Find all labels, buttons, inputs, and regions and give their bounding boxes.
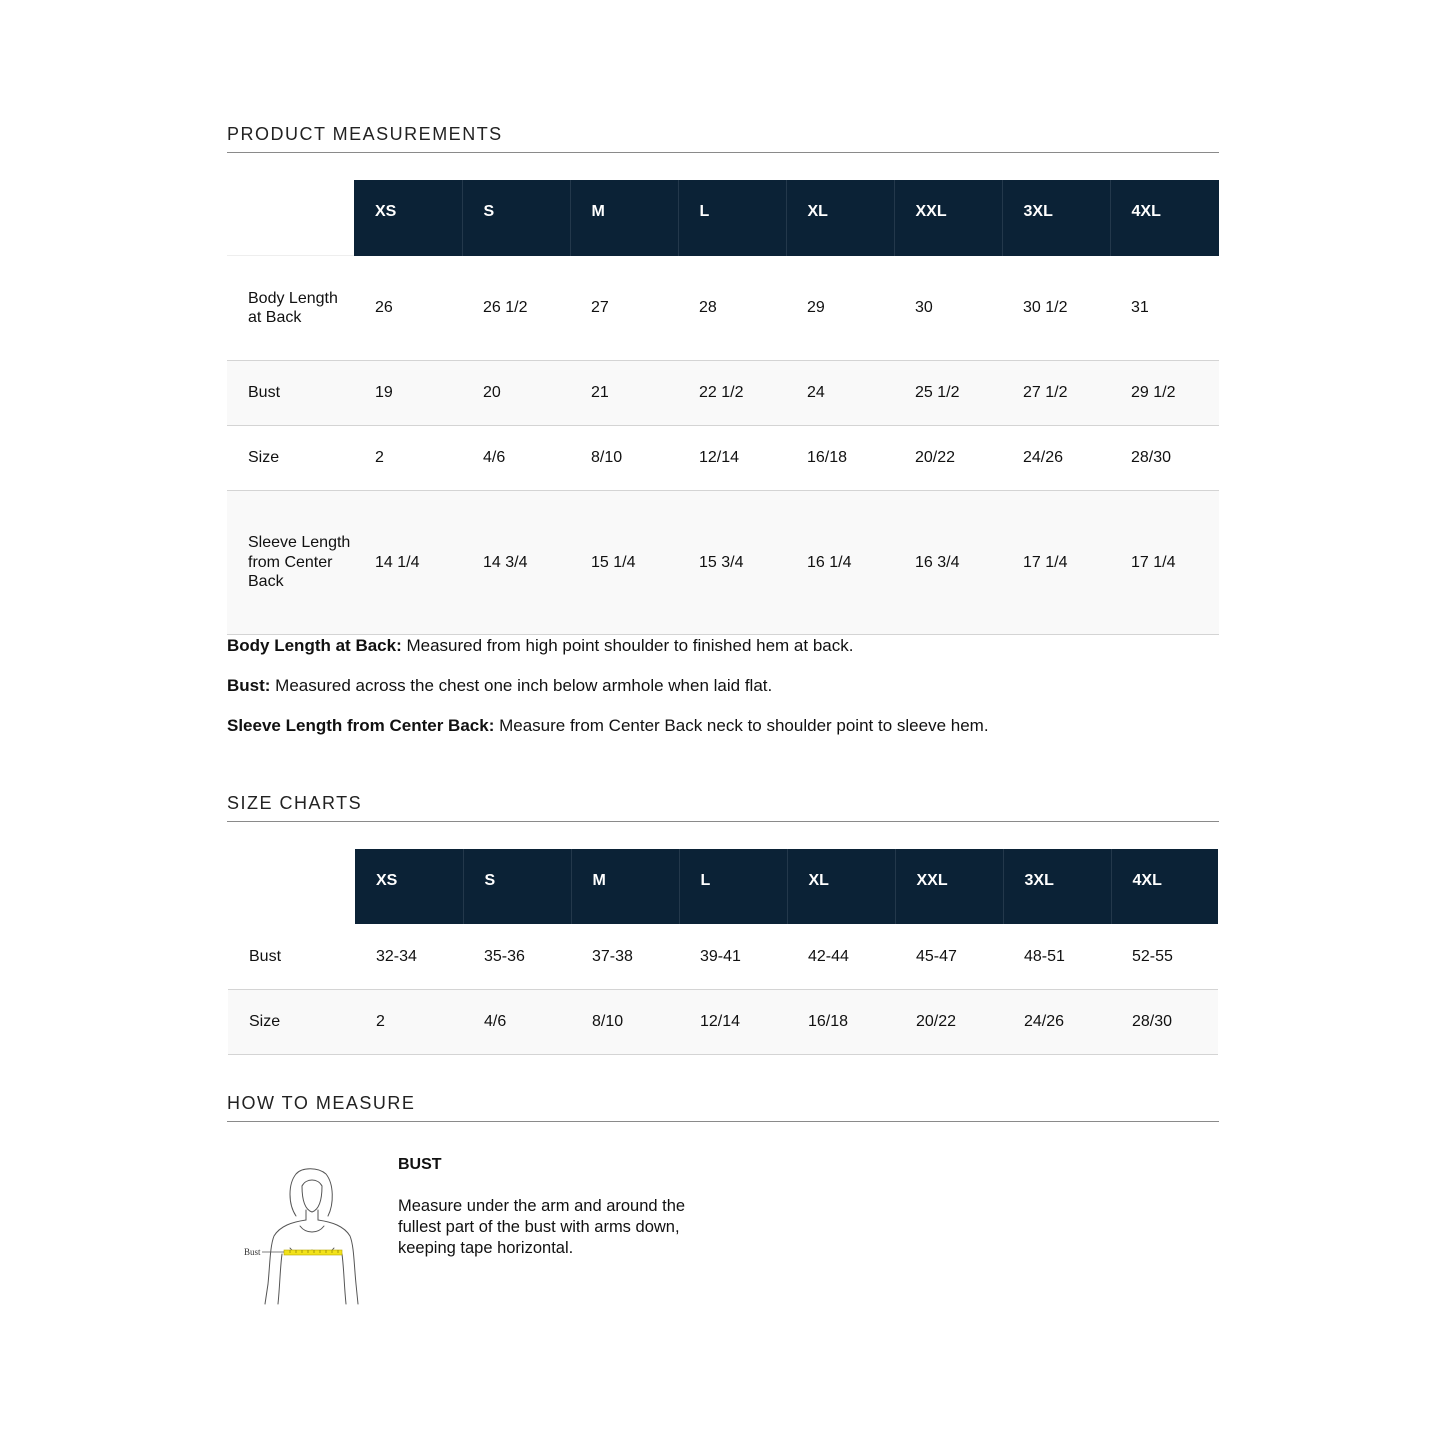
size-header: L — [678, 180, 786, 256]
table-cell: 16/18 — [786, 426, 894, 491]
table-cell: 15 3/4 — [678, 491, 786, 635]
table-cell: 28/30 — [1111, 989, 1218, 1054]
table-row — [227, 426, 1219, 491]
table-cell: 24/26 — [1002, 426, 1110, 491]
row-label: Body Length at Back — [227, 256, 354, 361]
table-cell: 20/22 — [894, 426, 1002, 491]
table-cell: 37-38 — [571, 924, 679, 989]
table-cell: 24 — [786, 361, 894, 426]
size-header: M — [570, 180, 678, 256]
table-cell: 30 — [894, 256, 1002, 361]
row-label: Bust — [228, 924, 355, 989]
note-text: Measured across the chest one inch below armhole when laid flat. — [270, 676, 773, 695]
table-cell: 8/10 — [570, 426, 678, 491]
table-cell: 21 — [570, 361, 678, 426]
figure-bust-label: Bust — [244, 1247, 261, 1257]
table-header-row — [228, 849, 1218, 924]
note-body-length — [227, 636, 1219, 656]
size-header: 4XL — [1111, 849, 1218, 924]
table-cell: 2 — [354, 426, 462, 491]
table-row — [227, 256, 1219, 361]
table-cell: 29 — [786, 256, 894, 361]
note-term: Sleeve Length from Center Back: — [227, 716, 495, 735]
table-cell: 39-41 — [679, 924, 787, 989]
table-cell: 25 1/2 — [894, 361, 1002, 426]
table-header-row — [227, 180, 1219, 256]
table-cell: 12/14 — [679, 989, 787, 1054]
table-cell: 27 1/2 — [1002, 361, 1110, 426]
table-cell: 52-55 — [1111, 924, 1218, 989]
table-cell: 8/10 — [571, 989, 679, 1054]
table-cell: 31 — [1110, 256, 1219, 361]
table-cell: 42-44 — [787, 924, 895, 989]
header-corner — [227, 180, 354, 256]
table-cell: 20 — [462, 361, 570, 426]
table-row — [227, 491, 1219, 635]
table-cell: 16 1/4 — [786, 491, 894, 635]
table-cell: 4/6 — [462, 426, 570, 491]
table-cell: 29 1/2 — [1110, 361, 1219, 426]
table-cell: 28 — [678, 256, 786, 361]
size-header: 4XL — [1110, 180, 1219, 256]
size-header: XL — [787, 849, 895, 924]
table-row — [228, 989, 1218, 1054]
size-charts-table — [228, 849, 1218, 1055]
table-cell: 45-47 — [895, 924, 1003, 989]
product-measurements-title: PRODUCT MEASUREMENTS — [227, 124, 1219, 153]
note-text: Measured from high point shoulder to finished hem at back. — [401, 636, 854, 655]
size-header: XS — [354, 180, 462, 256]
size-header: S — [463, 849, 571, 924]
note-term: Bust: — [227, 676, 271, 695]
table-cell: 24/26 — [1003, 989, 1111, 1054]
measure-instructions: Measure under the arm and around the fullest part of the bust with arms down, keeping tape horizontal. — [398, 1197, 686, 1257]
size-header: 3XL — [1002, 180, 1110, 256]
table-cell: 28/30 — [1110, 426, 1219, 491]
row-label: Size — [228, 989, 355, 1054]
table-cell: 4/6 — [463, 989, 571, 1054]
table-cell: 30 1/2 — [1002, 256, 1110, 361]
size-header: XS — [355, 849, 463, 924]
note-term: Body Length at Back: — [227, 636, 402, 655]
table-cell: 17 1/4 — [1002, 491, 1110, 635]
size-header: XL — [786, 180, 894, 256]
table-cell: 32-34 — [355, 924, 463, 989]
size-header: XXL — [895, 849, 1003, 924]
table-row — [228, 924, 1218, 989]
row-label: Bust — [227, 361, 354, 426]
table-cell: 14 3/4 — [462, 491, 570, 635]
table-cell: 48-51 — [1003, 924, 1111, 989]
how-to-measure-title: HOW TO MEASURE — [227, 1093, 1219, 1122]
header-corner — [228, 849, 355, 924]
table-cell: 26 1/2 — [462, 256, 570, 361]
size-charts-title: SIZE CHARTS — [227, 793, 1219, 822]
table-cell: 26 — [354, 256, 462, 361]
note-text: Measure from Center Back neck to shoulder point to sleeve hem. — [494, 716, 989, 735]
table-cell: 20/22 — [895, 989, 1003, 1054]
table-cell: 12/14 — [678, 426, 786, 491]
size-header: L — [679, 849, 787, 924]
row-label: Size — [227, 426, 354, 491]
table-cell: 16/18 — [787, 989, 895, 1054]
bust-measure-figure — [240, 1164, 365, 1309]
table-cell: 17 1/4 — [1110, 491, 1219, 635]
table-cell: 15 1/4 — [570, 491, 678, 635]
size-header: 3XL — [1003, 849, 1111, 924]
size-header: M — [571, 849, 679, 924]
table-cell: 27 — [570, 256, 678, 361]
measurement-notes — [227, 636, 1219, 756]
table-cell: 2 — [355, 989, 463, 1054]
size-header: XXL — [894, 180, 1002, 256]
table-row — [227, 361, 1219, 426]
note-bust — [227, 676, 1219, 696]
row-label: Sleeve Length from Center Back — [227, 491, 354, 635]
table-cell: 16 3/4 — [894, 491, 1002, 635]
woman-figure-icon — [240, 1164, 365, 1309]
table-cell: 22 1/2 — [678, 361, 786, 426]
table-cell: 35-36 — [463, 924, 571, 989]
table-cell: 14 1/4 — [354, 491, 462, 635]
table-cell: 19 — [354, 361, 462, 426]
note-sleeve-length — [227, 716, 1219, 736]
size-header: S — [462, 180, 570, 256]
product-measurements-table — [227, 180, 1219, 635]
measure-heading: BUST — [398, 1156, 442, 1173]
